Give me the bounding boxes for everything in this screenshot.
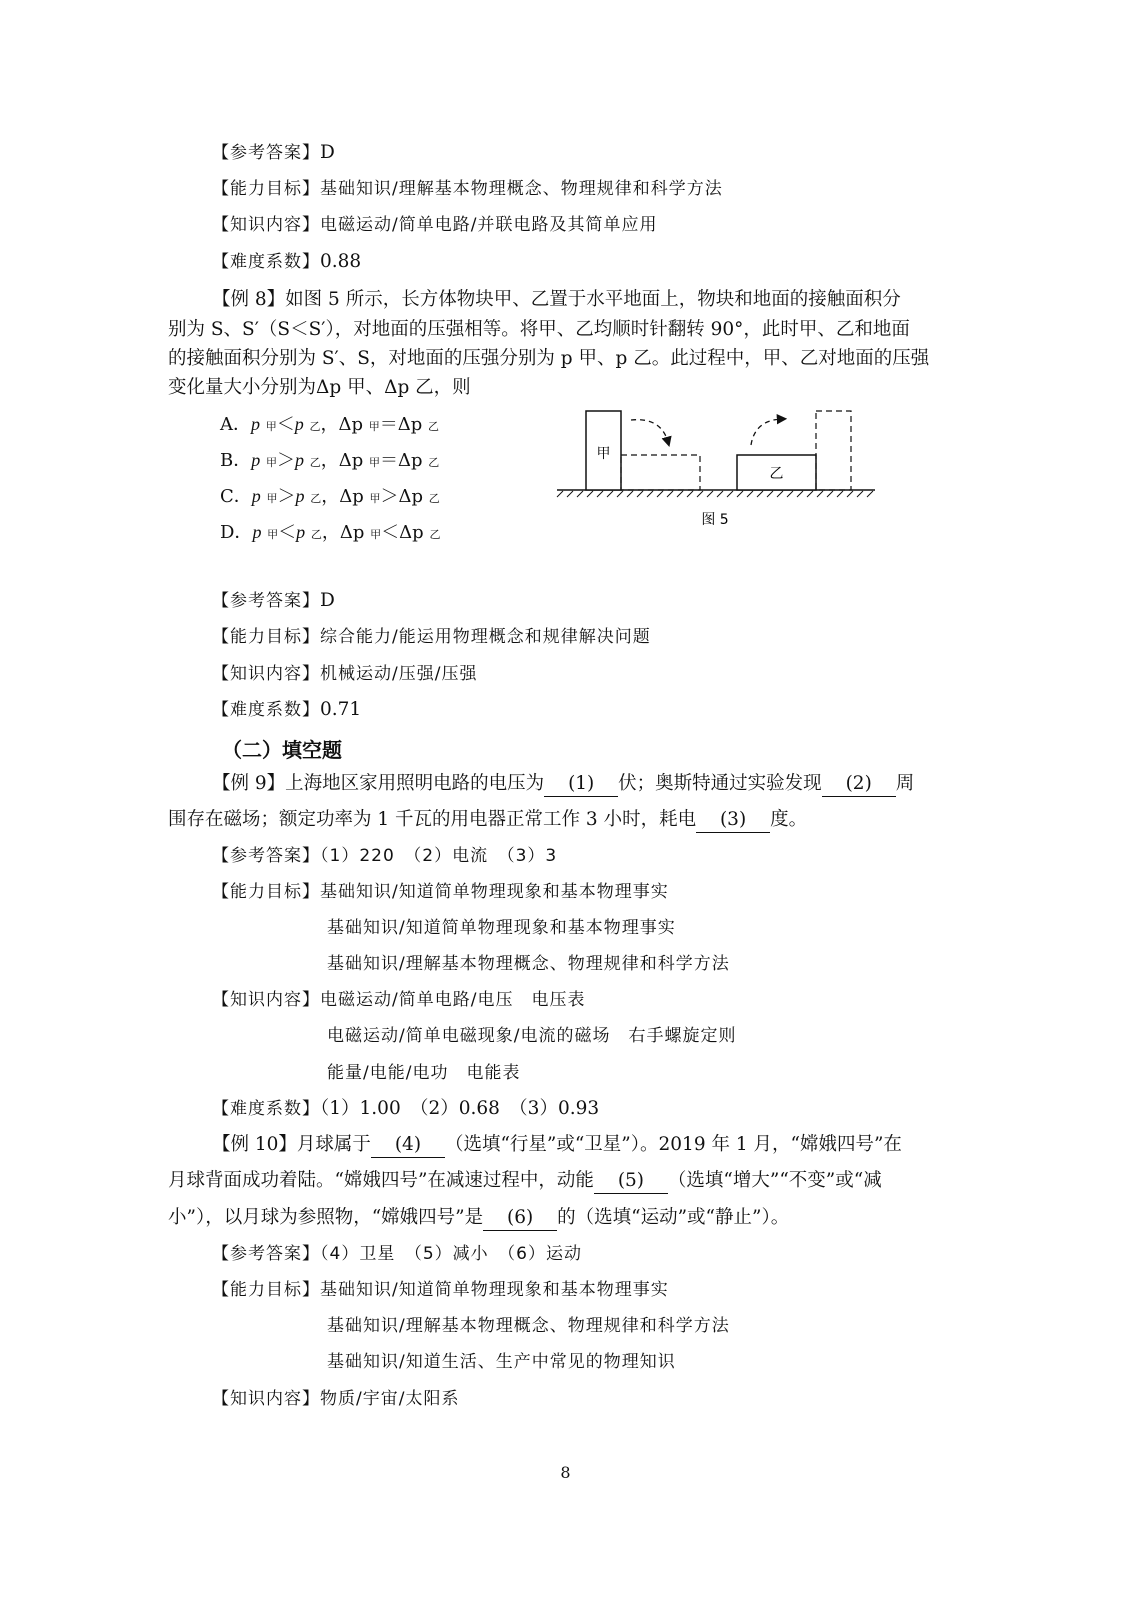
ex10-question-line-3: 小”），以月球为参照物，“嫦娥四号”是 (6) 的（选填“运动”或“静止”）。 <box>168 1206 789 1231</box>
ex7-knowledge-line: 【知识内容】电磁运动/简单电路/并联电路及其简单应用 <box>212 215 658 235</box>
option-b: B．p 甲＞p 乙，Δp 甲＝Δp 乙 <box>220 450 440 471</box>
block-jia-rotated-outline <box>621 455 700 490</box>
ex10-answer-line: 【参考答案】（4）卫星 （5）减小 （6）运动 <box>212 1244 582 1264</box>
rotation-arrow-yi <box>751 419 782 445</box>
ex8-question-line-3: 的接触面积分别为 S′、S，对地面的压强分别为 p 甲、p 乙。此过程中，甲、乙对地面的压强 <box>168 348 930 369</box>
ex10-ability-line-3: 基础知识/知道生活、生产中常见的物理知识 <box>327 1352 676 1372</box>
ex7-answer-line: 【参考答案】D <box>212 142 335 163</box>
ex9-ability-line-1: 【能力目标】基础知识/知道简单物理现象和基本物理事实 <box>212 882 669 902</box>
blank-6: (6) <box>483 1206 557 1231</box>
ex9-difficulty-line: 【难度系数】（1）1.00 （2）0.68 （3）0.93 <box>212 1098 600 1119</box>
option-d: D．p 甲＜p 乙，Δp 甲＜Δp 乙 <box>220 522 441 543</box>
ex10-question-line-1: 【例 10】月球属于 (4) （选填“行星”或“卫星”）。2019 年 1 月，“嫦娥四号”在 <box>212 1133 902 1158</box>
ex10-ability-line-1: 【能力目标】基础知识/知道简单物理现象和基本物理事实 <box>212 1280 669 1300</box>
ex9-answer-line: 【参考答案】（1）220 （2）电流 （3）3 <box>212 846 558 866</box>
ex7-ability-line: 【能力目标】基础知识/理解基本物理概念、物理规律和科学方法 <box>212 179 723 199</box>
ex9-question-line-2: 围存在磁场；额定功率为 1 千瓦的用电器正常工作 3 小时，耗电 (3) 度。 <box>168 808 807 833</box>
ex7-difficulty-line: 【难度系数】0.88 <box>212 251 362 272</box>
blank-5: (5) <box>594 1169 668 1194</box>
page-number: 8 <box>560 1463 571 1482</box>
ex8-question-line-1: 【例 8】如图 5 所示，长方体物块甲、乙置于水平地面上，物块和地面的接触面积分 <box>212 289 901 310</box>
ex9-ability-line-3: 基础知识/理解基本物理概念、物理规律和科学方法 <box>327 954 730 974</box>
ex8-knowledge-line: 【知识内容】机械运动/压强/压强 <box>212 664 478 684</box>
section-title: （二）填空题 <box>222 738 342 762</box>
ex8-question-line-2: 别为 S、S′（S＜S′），对地面的压强相等。将甲、乙均顺时针翻转 90°，此时甲、乙和地面 <box>168 319 910 340</box>
blank-3: (3) <box>696 808 770 833</box>
ex10-question-line-2: 月球背面成功着陆。“嫦娥四号”在减速过程中，动能 (5) （选填“增大”“不变”或“减 <box>168 1169 882 1194</box>
ex9-question-line-1: 【例 9】上海地区家用照明电路的电压为 (1) 伏；奥斯特通过实验发现 (2) 周 <box>212 772 914 797</box>
figure-caption: 图 5 <box>701 512 729 528</box>
ex8-difficulty-line: 【难度系数】0.71 <box>212 699 362 720</box>
ex10-knowledge-line: 【知识内容】物质/宇宙/太阳系 <box>212 1389 460 1409</box>
blank-1: (1) <box>544 772 618 797</box>
blank-2: (2) <box>822 772 896 797</box>
ex8-answer-line: 【参考答案】D <box>212 590 335 611</box>
ex8-question-line-4: 变化量大小分别为Δp 甲、Δp 乙，则 <box>168 377 471 398</box>
ex9-knowledge-line-2: 电磁运动/简单电磁现象/电流的磁场 右手螺旋定则 <box>327 1026 737 1046</box>
ex9-knowledge-line-3: 能量/电能/电功 电能表 <box>327 1063 521 1083</box>
option-a: A．p 甲＜p 乙，Δp 甲＝Δp 乙 <box>220 414 439 435</box>
option-c: C．p 甲＞p 乙，Δp 甲＞Δp 乙 <box>220 486 440 507</box>
ex10-ability-line-2: 基础知识/理解基本物理概念、物理规律和科学方法 <box>327 1316 730 1336</box>
ground-hatching <box>557 491 873 497</box>
ex9-ability-line-2: 基础知识/知道简单物理现象和基本物理事实 <box>327 918 676 938</box>
block-yi-rotated-outline <box>816 411 851 490</box>
blank-4: (4) <box>371 1133 445 1158</box>
figure-5 <box>555 400 885 535</box>
block-yi-label: 乙 <box>769 466 784 482</box>
block-jia-label: 甲 <box>596 446 611 462</box>
ex9-knowledge-line-1: 【知识内容】电磁运动/简单电路/电压 电压表 <box>212 990 586 1010</box>
ex8-ability-line: 【能力目标】综合能力/能运用物理概念和规律解决问题 <box>212 627 651 647</box>
rotation-arrow-jia <box>631 420 668 442</box>
